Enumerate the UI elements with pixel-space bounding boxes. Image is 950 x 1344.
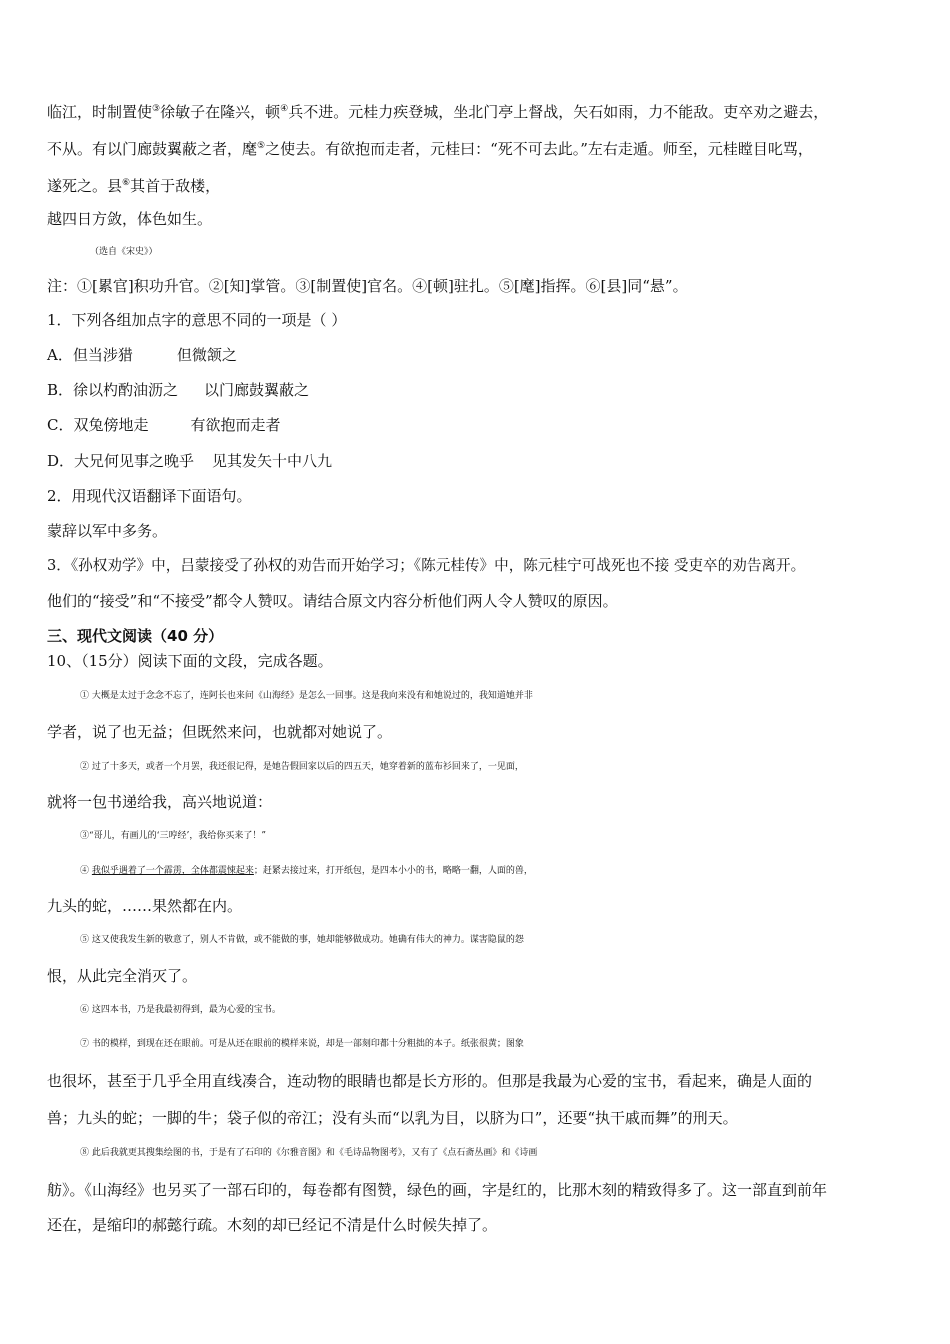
passage-line-1: 临江，时制置使③徐敏子在隆兴，顿④兵不进。元桂力疾登城，坐北门亭上督战，矢石如雨，力不能敌。吏卒劝之避去，: [47, 103, 829, 121]
reading-p4-line-1: ④ 我似乎遇着了一个霹雳，全体都震悚起来；赶紧去接过来，打开纸包，是四本小小的书，略略一翻，人面的兽，: [80, 866, 533, 876]
reading-p8-line-3: 还在，是缩印的郝懿行疏。木刻的却已经记不清是什么时候失掉了。: [47, 1216, 498, 1234]
reading-p5-line-1: ⑤ 这又使我发生新的敬意了，别人不肯做，或不能做的事，她却能够做成功。她确有伟大的神力。谋害隐鼠的怨: [80, 935, 524, 945]
question-1-option-b: B．徐以杓酌油沥之 以门廊鼓翼蔽之: [47, 381, 310, 399]
section-3-title: 三、现代文阅读（40 分）: [47, 627, 224, 645]
question-3-line-2: 他们的“接受”和“不接受”都令人赞叹。请结合原文内容分析他们两人令人赞叹的原因。: [47, 592, 618, 610]
reading-p3: ③“哥儿，有画儿的‘三哼经’，我给你买来了！”: [80, 831, 266, 841]
reading-p8-line-2: 舫》。《山海经》也另买了一部石印的，每卷都有图赞，绿色的画，字是红的，比那木刻的精致得多了。这一部直到前年: [47, 1181, 828, 1199]
question-1-option-a: A．但当涉猎 但微颔之: [47, 346, 237, 364]
reading-p7-line-1: ⑦ 书的模样，到现在还在眼前。可是从还在眼前的模样来说，却是一部刻印都十分粗拙的本子。纸张很黄；图象: [80, 1039, 524, 1049]
passage-line-3: 遂死之。县⑥其首于敌楼，: [47, 177, 221, 195]
footnote-6: ⑥: [122, 178, 131, 188]
reading-p6: ⑥ 这四本书，乃是我最初得到，最为心爱的宝书。: [80, 1005, 281, 1015]
reading-p7-line-2: 也很坏，甚至于几乎全用直线凑合，连动物的眼睛也都是长方形的。但那是我最为心爱的宝书，看起来，确是人面的: [47, 1072, 813, 1090]
reading-p2-line-2: 就将一包书递给我，高兴地说道：: [47, 793, 273, 811]
passage-line-2: 不从。有以门廊鼓翼蔽之者，麾⑤之使去。有欲抱而走者，元桂曰：“死不可去此。”左右走遁。师至，元桂瞠目叱骂，: [47, 140, 813, 158]
footnote-4: ④: [280, 104, 289, 114]
reading-p5-line-2: 恨，从此完全消灭了。: [47, 967, 198, 985]
passage-source: （选自《宋史》）: [90, 247, 158, 257]
question-10-stem: 10、（15分）阅读下面的文段，完成各题。: [47, 652, 333, 670]
question-1-stem: 1．下列各组加点字的意思不同的一项是（ ）: [47, 311, 347, 329]
question-3-line-1: 3．《孙权劝学》中，吕蒙接受了孙权的劝告而开始学习；《陈元桂传》中，陈元桂宁可战死也不接 受吏卒的劝告离开。: [47, 557, 806, 574]
question-2-sentence: 蒙辞以军中多务。: [47, 522, 168, 540]
reading-p2-line-1: ② 过了十多天，或者一个月罢，我还很记得，是她告假回家以后的四五天，她穿着新的蓝布衫回来了，一见面，: [80, 762, 524, 772]
reading-p8-line-1: ⑧ 此后我就更其搜集绘图的书，于是有了石印的《尔雅音图》和《毛诗品物图考》，又有了《点石斋丛画》和《诗画: [80, 1148, 538, 1158]
footnote-3: ③: [152, 104, 161, 114]
footnote-5: ⑤: [257, 141, 266, 151]
reading-p1-line-2: 学者，说了也无益；但既然来问，也就都对她说了。: [47, 723, 393, 741]
question-2-stem: 2．用现代汉语翻译下面语句。: [47, 487, 252, 505]
question-1-option-c: C．双兔傍地走 有欲抱而走者: [47, 416, 281, 434]
passage-notes: 注：①[累官]积功升官。②[知]掌管。③[制置使]官名。④[顿]驻扎。⑤[麾]指挥。⑥[县]同“悬”。: [47, 277, 688, 295]
reading-p4-line-2: 九头的蛇，……果然都在内。: [47, 897, 243, 915]
reading-p1-line-1: ① 大概是太过于念念不忘了，连阿长也来问《山海经》是怎么一回事。这是我向来没有和她说过的，我知道她并非: [80, 691, 533, 701]
reading-p7-line-3: 兽；九头的蛇；一脚的牛；袋子似的帝江；没有头而“以乳为目，以脐为口”，还要“执干戚而舞”的刑天。: [47, 1109, 738, 1127]
underlined-sentence: 我似乎遇着了一个霹雳，全体都震悚起来: [91, 866, 254, 876]
passage-line-4: 越四日方敛，体色如生。: [47, 210, 213, 228]
question-1-option-d: D．大兄何见事之晚乎 见其发矢十中八九: [47, 452, 333, 470]
